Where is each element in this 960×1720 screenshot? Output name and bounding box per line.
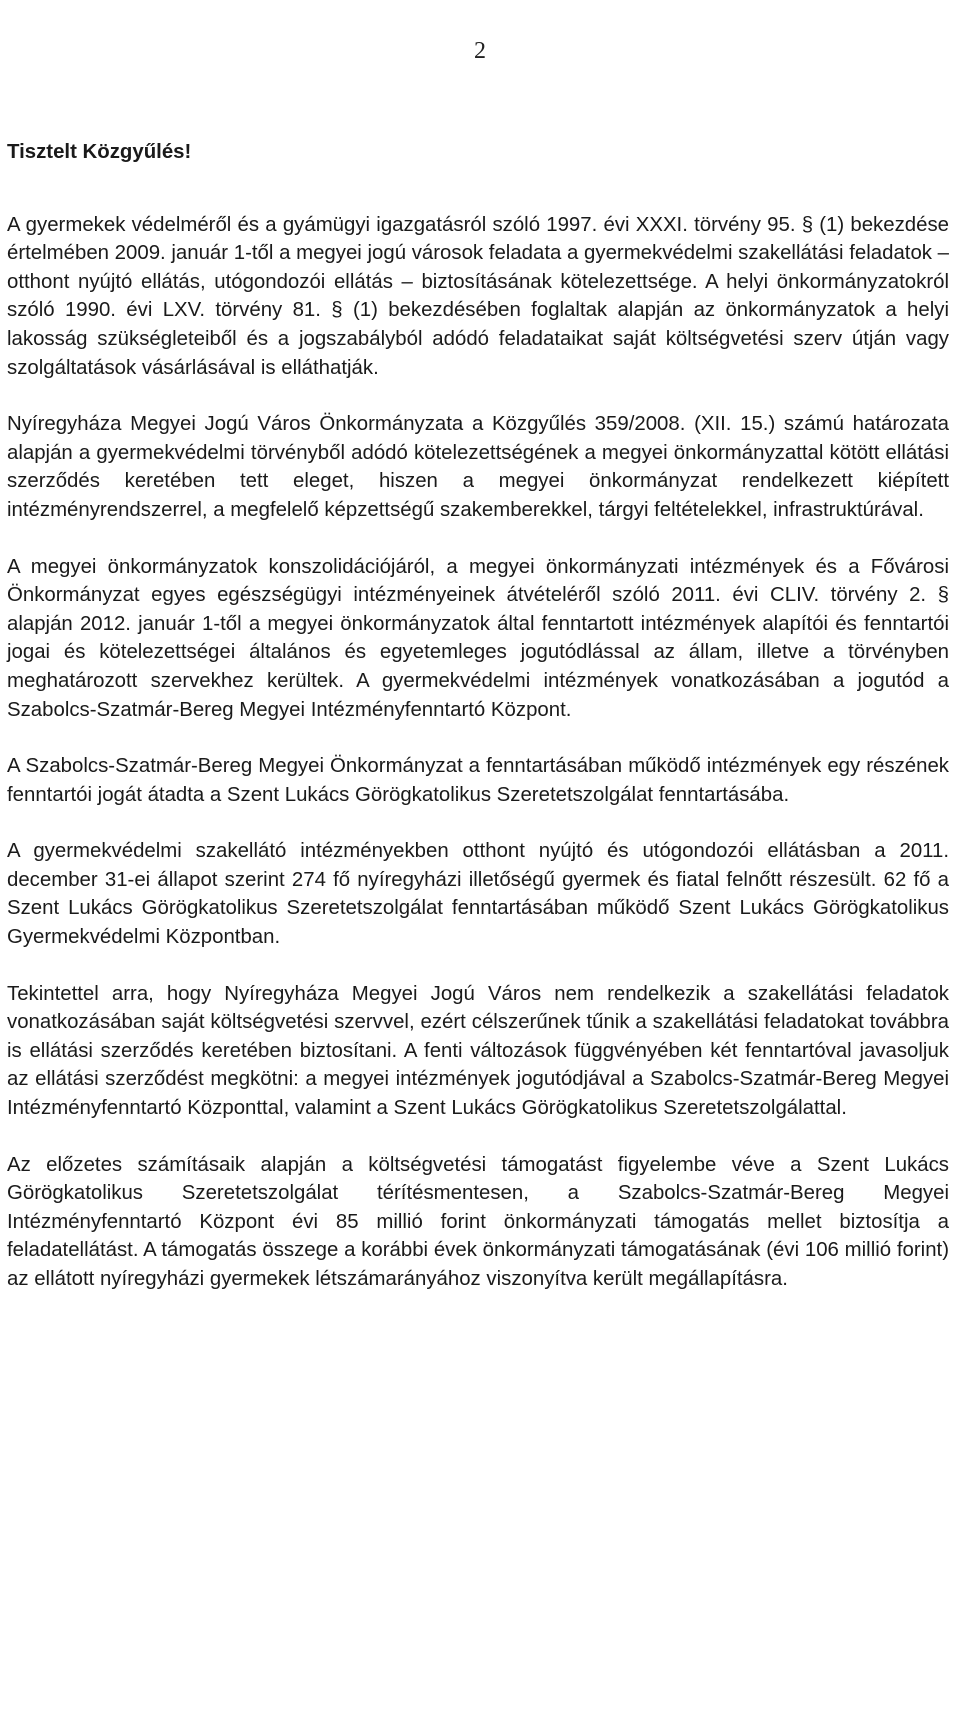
page-number: 2	[474, 38, 486, 64]
paragraph-funding: Az előzetes számításaik alapján a költségvetési támogatást figyelembe véve a Szent Lukács Görögkatolikus Szeretetszolgálat térítésmentesen, a Szabolcs-Szatmár-Bereg Megyei Intézményfenntartó Központ évi 85 millió forint önkormányzati támogatás mellet biztosítja a feladatellátást. A támogatás összege a korábbi évek önkormányzati támogatásának (évi 106 millió forint) az ellátott nyíregyházi gyermekek létszámarányához viszonyítva került megállapításra.	[7, 1153, 949, 1290]
paragraph-maintainer-transfer: A Szabolcs-Szatmár-Bereg Megyei Önkormányzat a fenntartásában működő intézmények egy részének fenntartói jogát átadta a Szent Lukács Görögkatolikus Szeretetszolgálat fenntartásába.	[7, 755, 949, 806]
paragraph-care-statistics: A gyermekvédelmi szakellátó intézményekben otthont nyújtó és utógondozói ellátásban a 2011. december 31-ei állapot szerint 274 fő nyíregyházi illetőségű gyermek és fiatal felnőtt részesült. 62 fő a Szent Lukács Görögkatolikus Szeretetszolgálat fenntartásában működő Szent Lukács Görögkatolikus Gyermekvédelmi Központban.	[7, 840, 949, 949]
salutation-heading: Tisztelt Közgyűlés!	[7, 141, 192, 163]
paragraph-proposal: Tekintettel arra, hogy Nyíregyháza Megyei Jogú Város nem rendelkezik a szakellátási feladatok vonatkozásában saját költségvetési szervvel, ezért célszerűnek tűnik a szakellátási feladatokat továbbra is ellátási szerződés keretében biztosítani. A fenti változások függvényében két fenntartóval javasoljuk az ellátási szerződést megkötni: a megyei intézmények jogutódjával a Szabolcs-Szatmár-Bereg Megyei Intézményfenntartó Központtal, valamint a Szent Lukács Görögkatolikus Szeretetszolgálattal.	[7, 982, 949, 1120]
paragraph-legal-basis: A gyermekek védelméről és a gyámügyi igazgatásról szóló 1997. évi XXXI. törvény 95. § (1) bekezdése értelmében 2009. január 1-től a megyei jogú városok feladata a gyermekvédelmi szakellátási feladatok – otthont nyújtó ellátás, utógondozói ellátás – biztosításának kötelezettsége. A helyi önkormányzatokról szóló 1990. évi LXV. törvény 81. § (1) bekezdésében foglaltak alapján az önkormányzatok a helyi lakosság szükségleteiből és a jogszabályból adódó feladataikat saját költségvetési szerv útján vagy szolgáltatások vásárlásával is elláthatják.	[7, 213, 949, 379]
paragraph-council-resolution: Nyíregyháza Megyei Jogú Város Önkormányzata a Közgyűlés 359/2008. (XII. 15.) számú határozata alapján a gyermekvédelmi törvényből adódó kötelezettségének a megyei önkormányzattal kötött ellátási szerződés keretében tett eleget, hiszen a megyei önkormányzat rendelkezett kiépített intézményrendszerrel, a megfelelő képzettségű szakemberekkel, tárgyi feltételekkel, infrastruktúrával.	[7, 413, 949, 521]
document-body	[7, 138, 949, 1294]
paragraph-consolidation-law: A megyei önkormányzatok konszolidációjáról, a megyei önkormányzati intézmények és a Fővárosi Önkormányzat egyes egészségügyi intézményeinek átvételéről szóló 2011. évi CLIV. törvény 2. § alapján 2012. január 1-től a megyei önkormányzatok által fenntartott intézmények alapítói és fenntartói jogai és kötelezettségei általános és egyetemleges jogutódlással az állam, illetve a törvényben meghatározott szervekhez kerültek. A gyermekvédelmi intézmények vonatkozásában a jogutód a Szabolcs-Szatmár-Bereg Megyei Intézményfenntartó Központ.	[7, 555, 949, 721]
